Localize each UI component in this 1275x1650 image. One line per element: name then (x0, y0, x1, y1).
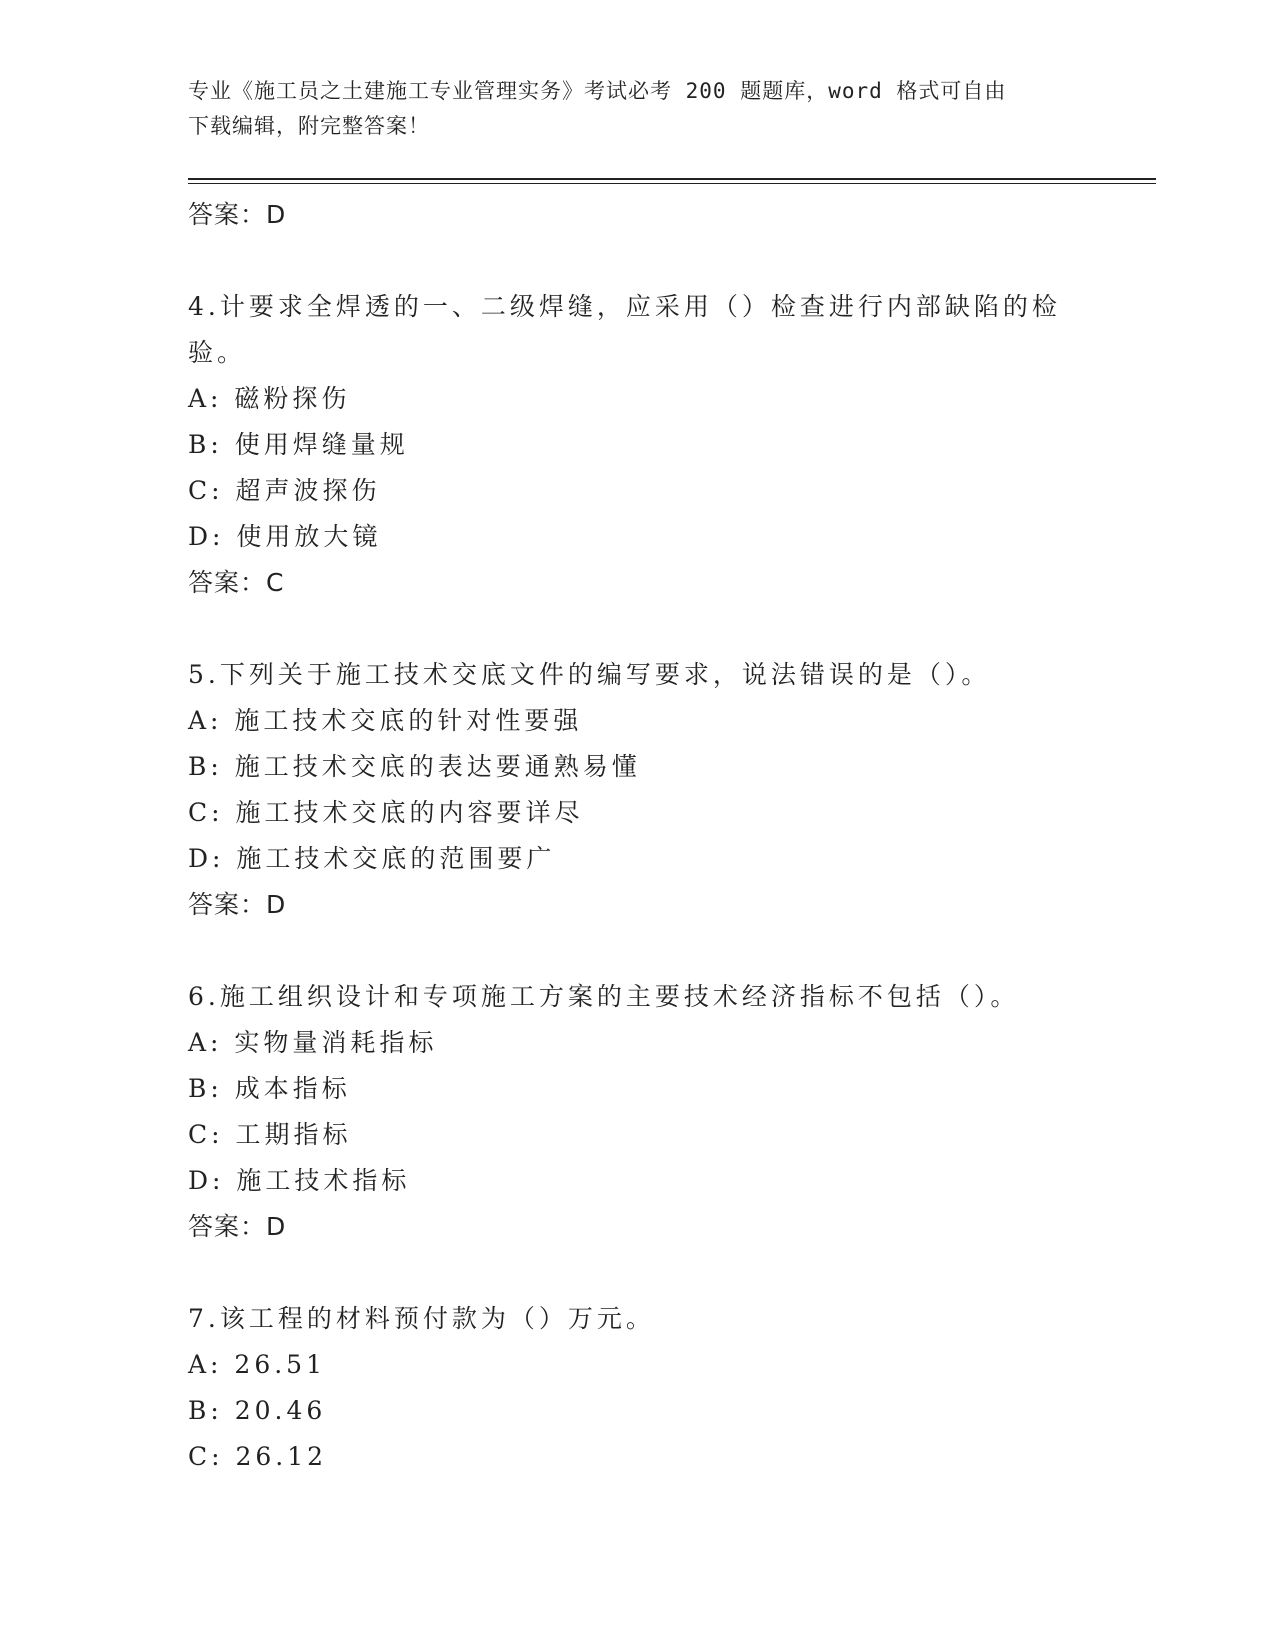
spacer (188, 928, 1068, 974)
option-b: B: 施工技术交底的表达要通熟易懂 (188, 752, 641, 781)
question-stem-line: 6.施工组织设计和专项施工方案的主要技术经济指标不包括（）。 (188, 982, 1020, 1011)
option-a: A: 施工技术交底的针对性要强 (188, 706, 583, 735)
header-line-1: 专业《施工员之土建施工专业管理实务》考试必考 200 题题库，word 格式可自由 (188, 79, 1007, 103)
option-b: B: 使用焊缝量规 (188, 430, 409, 459)
question-6 (188, 974, 1068, 1250)
question-5 (188, 652, 1068, 928)
question-list (188, 192, 1068, 1480)
header-line-2: 下载编辑，附完整答案！ (188, 114, 430, 138)
question-stem-line: 4.计要求全焊透的一、二级焊缝，应采用（）检查进行内部缺陷的检 (188, 292, 1061, 321)
option-d: D: 施工技术交底的范围要广 (188, 844, 556, 873)
question-7 (188, 1296, 1068, 1480)
option-d: D: 施工技术指标 (188, 1166, 411, 1195)
spacer (188, 1250, 1068, 1296)
option-c: C: 工期指标 (188, 1120, 352, 1149)
option-d: D: 使用放大镜 (188, 522, 382, 551)
question-stem-line: 7.该工程的材料预付款为（）万元。 (188, 1304, 655, 1333)
option-b: B: 成本指标 (188, 1074, 351, 1103)
header-rule-thin (188, 183, 1156, 184)
option-a: A: 实物量消耗指标 (188, 1028, 438, 1057)
option-c: C: 超声波探伤 (188, 476, 381, 505)
answer: 答案：D (188, 890, 287, 919)
option-c: C: 26.12 (188, 1442, 328, 1471)
question-4 (188, 284, 1068, 606)
question-stem-line: 验。 (188, 338, 247, 367)
answer: 答案：D (188, 1212, 287, 1241)
header-rule-thick (188, 178, 1156, 180)
answer: 答案：C (188, 568, 285, 597)
spacer (188, 238, 1068, 284)
page-header (188, 74, 1068, 144)
option-b: B: 20.46 (188, 1396, 327, 1425)
spacer (188, 606, 1068, 652)
previous-answer: 答案：D (188, 200, 287, 229)
question-stem-line: 5.下列关于施工技术交底文件的编写要求，说法错误的是（）。 (188, 660, 991, 689)
option-a: A: 磁粉探伤 (188, 384, 351, 413)
option-a: A: 26.51 (188, 1350, 326, 1379)
option-c: C: 施工技术交底的内容要详尽 (188, 798, 584, 827)
